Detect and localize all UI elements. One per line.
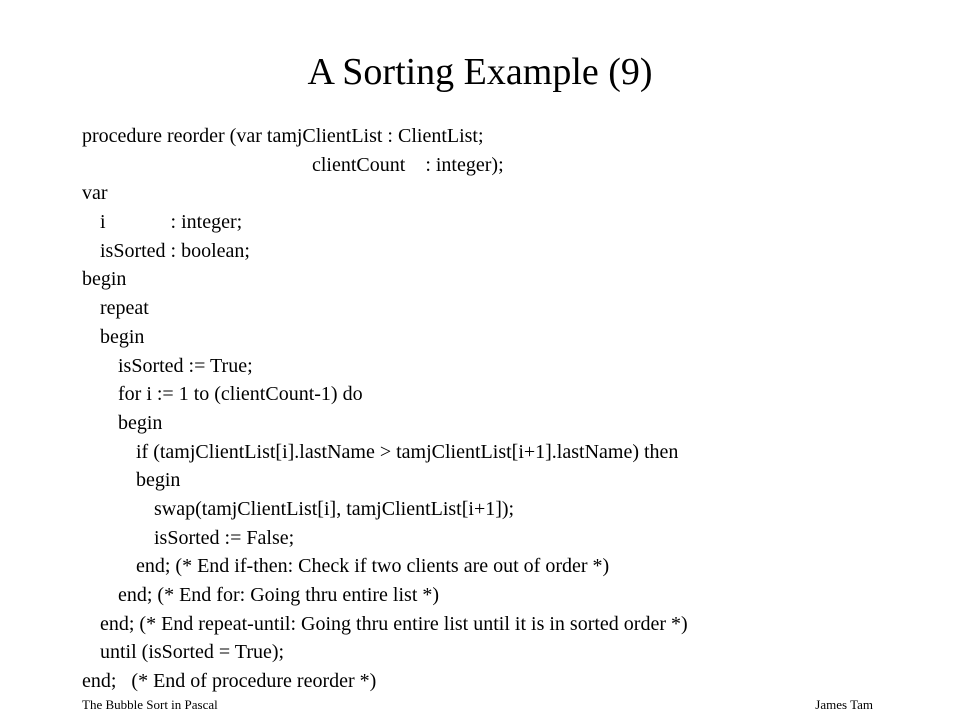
code-line: begin — [118, 411, 163, 434]
code-line: for i := 1 to (clientCount-1) do — [118, 383, 363, 406]
code-line: clientCount : integer); — [312, 153, 504, 176]
footer-course-title: The Bubble Sort in Pascal — [82, 697, 218, 712]
code-line: isSorted := True; — [118, 354, 253, 377]
code-line: i : integer; — [100, 211, 243, 234]
code-line: until (isSorted = True); — [100, 641, 285, 664]
code-line: repeat — [100, 297, 149, 320]
code-line: end; (* End of procedure reorder *) — [82, 670, 377, 693]
code-line: begin — [100, 325, 145, 348]
code-line: begin — [82, 268, 127, 291]
code-line: if (tamjClientList[i].lastName > tamjClientList[i+1].lastName) then — [136, 440, 679, 463]
code-line: procedure reorder (var tamjClientList : ClientList; — [82, 125, 484, 147]
code-line: end; (* End for: Going thru entire list *) — [118, 584, 440, 606]
code-line: end; (* End if-then: Check if two clients are out of order *) — [136, 555, 610, 578]
code-line: var — [82, 182, 108, 205]
code-line: swap(tamjClientList[i], tamjClientList[i+1]); — [154, 497, 515, 520]
code-line: isSorted : boolean; — [100, 239, 250, 262]
footer-author: James Tam — [815, 697, 873, 712]
code-line: end; (* End repeat-until: Going thru entire list until it is in sorted order *) — [100, 612, 688, 635]
code-line: begin — [136, 469, 181, 492]
code-line: isSorted := False; — [154, 526, 295, 549]
slide-title: A Sorting Example (9) — [307, 51, 653, 93]
code-listing — [82, 122, 942, 696]
